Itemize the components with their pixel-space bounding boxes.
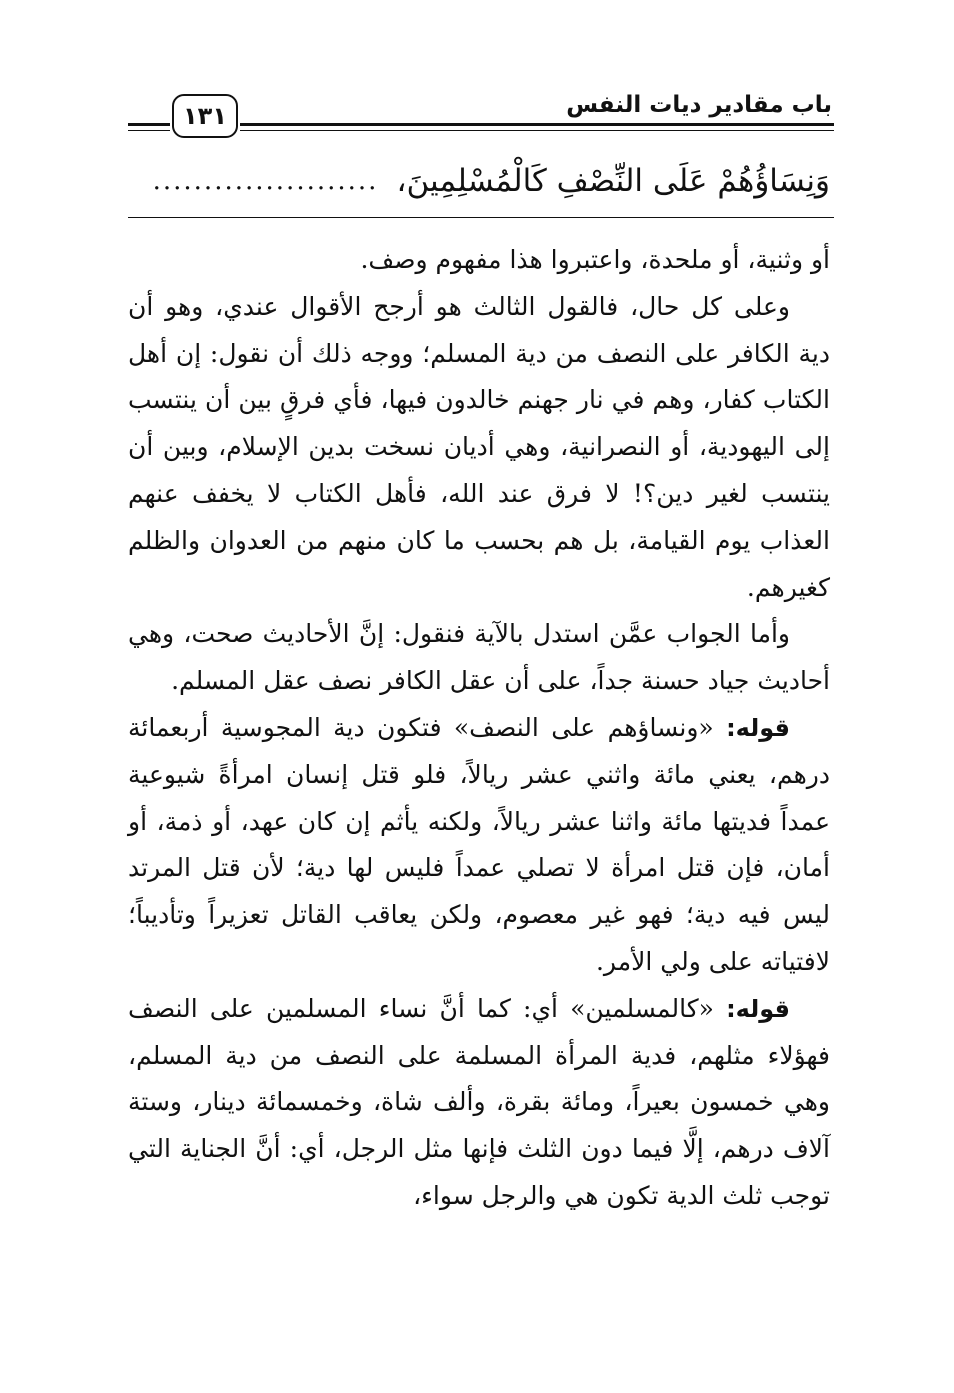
paragraph-2: وعلى كل حال، فالقول الثالث هو أرجح الأقوال عندي، وهو أن دية الكافر على النصف من دية المسلم؛ ووجه ذلك أن نقول: إن أهل الكتاب كفار، وهم في نار جهنم خالدون فيها، فأي فرقٍ بين أن ينتسب إلى اليهودية، أو النصرانية، وهي أديان نسخت بدين الإسلام، وبين أن ينتسب لغير دين؟! لا فرق عند الله، فأهل الكتاب لا يخفف عنهم العذاب يوم القيامة، بل هم بحسب ما كان منهم من العدوان والظلم كغيرهم. [128, 291, 830, 602]
matn-line [128, 154, 830, 208]
paragraph-1: أو وثنية، أو ملحدة، واعتبروا هذا مفهوم وصف. [360, 245, 830, 274]
page-number: ١٣١ [183, 102, 227, 130]
paragraph-4 [128, 705, 830, 986]
page-number-frame [172, 94, 238, 138]
paragraph-3: وأما الجواب عمَّن استدل بالآية فنقول: إنَّ الأحاديث صحت، وهي أحاديث جياد حسنة جداً، على أن عقل الكافر نصف عقل المسلم. [128, 619, 830, 696]
commentary-body [128, 237, 830, 1220]
paragraph-4-text: «ونساؤهم على النصف» فتكون دية المجوسية أربعمائة درهم، يعني مائة واثني عشر ريالاً، فلو قتل إنسان امرأةً شيوعية عمداً فديتها مائة واثنا عشر ريالاً، ولكنه يأثم إن كان عهد، أو ذمة، أو أمان، فإن قتل امرأة لا تصلي عمداً فليس لها دية؛ لأن قتل المرتد ليس فيه دية؛ فهو غير معصوم، ولكن يعاقب القاتل تعزيراً وتأديباً؛ لافتياته على ولي الأمر. [128, 712, 830, 976]
header-rule [240, 123, 834, 131]
paragraph-4-lead: قوله: [726, 713, 790, 742]
paragraph-5-text: «كالمسلمين» أي: كما أنَّ نساء المسلمين على النصف فهؤلاء مثلهم، فدية المرأة المسلمة على النصف من دية المسلم، وهي خمسون بعيراً، ومائة بقرة، وألف شاة، وخمسمائة دينار، وستة آلاف درهم، إلَّا فيما دون الثلث فإنها مثل الرجل، أي: أنَّ الجناية التي توجب ثلث الدية تكون هي والرجل سواء، [128, 993, 830, 1210]
header-rule-short [128, 123, 170, 131]
matn-text: وَنِسَاؤُهُمْ عَلَى النِّصْفِ كَالْمُسْلِمِينَ، [396, 163, 830, 199]
matn-separator [128, 217, 834, 218]
running-title: باب مقادير ديات النفس [566, 92, 832, 118]
paragraph-5 [128, 986, 830, 1220]
matn-ellipsis: ...................... [152, 166, 379, 196]
paragraph-5-lead: قوله: [726, 994, 790, 1023]
